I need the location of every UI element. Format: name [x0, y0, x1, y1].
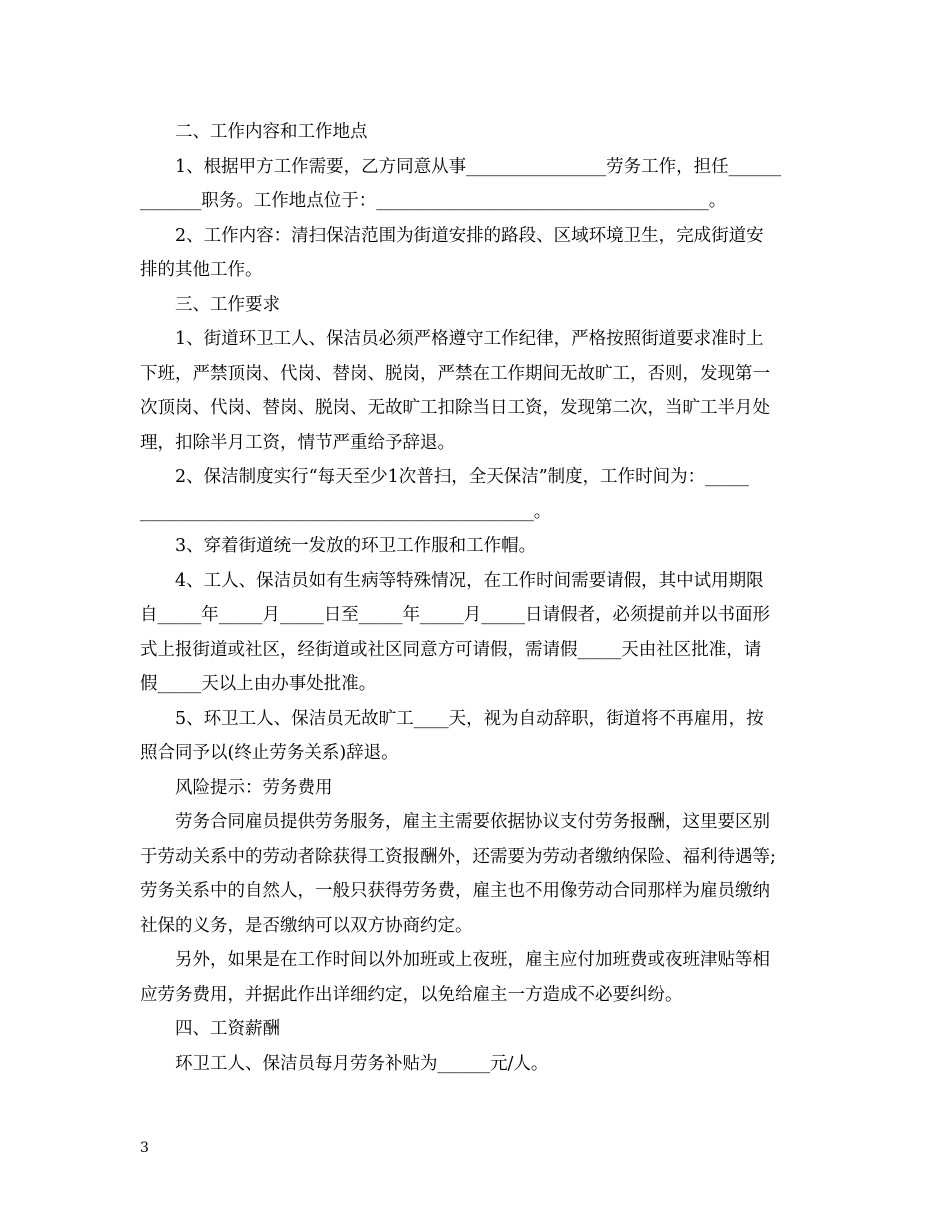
- clause-line: 自_____年_____月_____日至_____年_____月_____日请假者，必须提前并以书面形: [140, 605, 770, 625]
- risk-tip-line: 劳务合同雇员提供劳务服务，雇主主需要依据协议支付劳务报酬，这里要区别: [175, 812, 770, 832]
- risk-tip-line: 另外，如果是在工作时间以外加班或上夜班，雇主应付加班费或夜班津贴等相: [175, 950, 770, 970]
- clause-line: 照合同予以(终止劳务关系)辞退。: [140, 743, 399, 763]
- risk-tip-line: 劳务关系中的自然人，一般只获得劳务费，雇主也不用像劳动合同那样为雇员缴纳: [140, 881, 770, 901]
- section-heading-work-requirements: 三、工作要求: [175, 294, 280, 315]
- clause-line: 假_____天以上由办事处批准。: [140, 674, 377, 694]
- risk-tip-line: 应劳务费用，并据此作出详细约定，以免给雇主一方造成不必要纠纷。: [140, 984, 683, 1005]
- clause-line: 式上报街道或社区，经街道或社区同意方可请假，需请假_____天由社区批准，请: [140, 639, 762, 660]
- risk-tip-heading: 风险提示：劳务费用: [175, 777, 333, 798]
- risk-tip-line: 于劳动关系中的劳动者除获得工资报酬外，还需要为劳动者缴纳保险、福利待遇等;: [140, 846, 776, 867]
- section-heading-work-content: 二、工作内容和工作地点: [175, 122, 368, 142]
- clause-line: 下班，严禁顶岗、代岗、替岗、脱岗，严禁在工作期间无故旷工，否则，发现第一: [140, 363, 770, 384]
- clause-line: 5、环卫工人、保洁员无故旷工____天，视为自动辞职，街道将不再雇用，按: [175, 708, 764, 729]
- clause-line: 2、工作内容：清扫保洁范围为街道安排的路段、区域环境卫生，完成街道安: [175, 225, 764, 246]
- clause-line: 排的其他工作。: [140, 260, 263, 280]
- clause-line: 1、根据甲方工作需要，乙方同意从事________________劳务工作，担任______: [175, 156, 782, 177]
- clause-line: 环卫工人、保洁员每月劳务补贴为______元/人。: [175, 1053, 549, 1074]
- section-heading-salary: 四、工资薪酬: [175, 1019, 280, 1039]
- clause-line: 1、街道环卫工人、保洁员必须严格遵守工作纪律，严格按照街道要求准时上: [175, 329, 764, 349]
- risk-tip-line: 社保的义务，是否缴纳可以双方协商约定。: [140, 915, 473, 936]
- clause-line: 3、穿着街道统一发放的环卫工作服和工作帽。: [175, 536, 537, 556]
- clause-line: 2、保洁制度实行“每天至少1次普扫，全天保洁”制度，工作时间为：_____: [175, 467, 749, 487]
- clause-line: 4、工人、保洁员如有生病等特殊情况，在工作时间需要请假，其中试用期限: [175, 570, 764, 591]
- clause-line: 理，扣除半月工资，情节严重给予辞退。: [140, 432, 455, 453]
- clause-line: _____________________________________________。: [140, 501, 552, 522]
- page-number: 3: [140, 1140, 149, 1156]
- clause-line: _______职务。工作地点位于：______________________________________。: [140, 191, 727, 211]
- document-body: [140, 115, 812, 1081]
- clause-line: 次顶岗、代岗、替岗、脱岗、无故旷工扣除当日工资，发现第二次，当旷工半月处: [140, 398, 770, 418]
